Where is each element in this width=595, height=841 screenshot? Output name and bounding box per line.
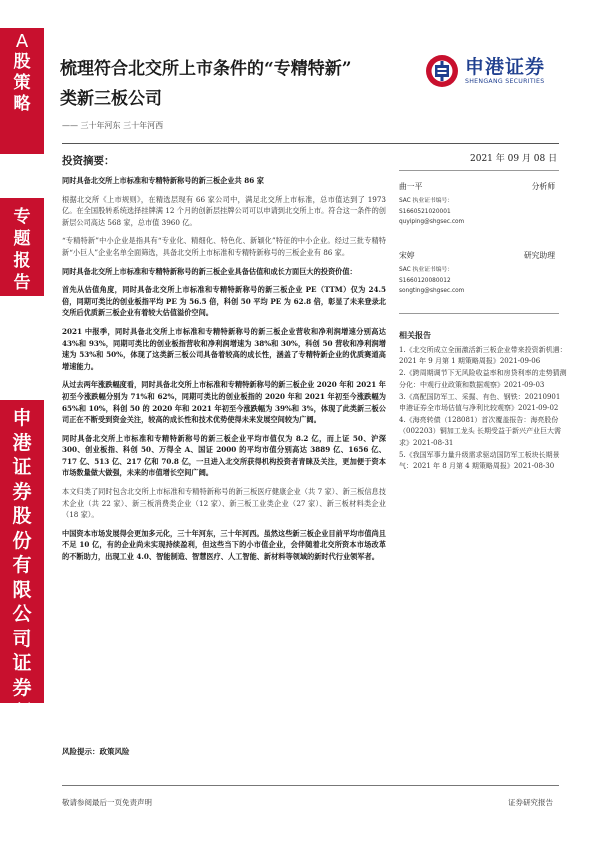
- related-report-link[interactable]: 3.《高配国防军工、采掘、有色、钢铁：20210901 申港证券全市场估值与净利比较观察》2021-09-02: [399, 392, 561, 413]
- paragraph-spacer: [62, 319, 386, 326]
- summary-key-point: 从过去两年涨跌幅度看，同时具备北交所上市标准和专精特新称号的新三板企业 2020 年和 2021 年初至今涨跌幅分别为 71%和 62%，同期可类比的创业板指的 2020 年和 2021 年初至今涨跌幅为 65%和 10%，科创 50 的 2020 年和 2021 年初至今涨跌幅为 39%和 3%，体现了此类新三板公司正在不断受到资金关注，较高的成长性和技术优势使得未来发展空间较为广阔。: [62, 380, 386, 425]
- analyst-cert-label: SAC 执业证书编号：: [399, 267, 454, 273]
- summary-paragraph: 根据北交所《上市规则》，在精选层现有 66 家公司中，满足北交所上市标准，总市值达到了 1973 亿。在全国股转系统选择挂牌满 12 个月的创新层挂牌公司可以申请到北交所上市。符合这一条件的创新层公司高达 568 家，总市值 3960 亿。: [62, 194, 386, 227]
- sidebar-char: 股: [12, 505, 32, 527]
- summary-key-point: 同时具备北交所上市标准和专精特新称号的新三板企业共 86 家: [62, 176, 264, 185]
- summary-key-point: 首先从估值角度，同时具备北交所上市标准和专精特新称号的新三板企业 PE（TTM）仅为 24.5 倍，同期可类比的创业板指平均 PE 为 56.5 倍，科创 50 平均 PE 为 62.8 倍，彰显了未来登录北交所后优质新三板企业有着较大估值溢价空间。: [62, 285, 386, 318]
- sidebar-char: 略: [13, 94, 31, 114]
- analyst-divider-bottom: [399, 313, 559, 314]
- sidebar-category-tag: [0, 28, 44, 154]
- footer-divider: [62, 785, 559, 786]
- sidebar: [0, 0, 44, 841]
- logo-text-en: SHENGANG SECURITIES: [465, 78, 545, 85]
- related-reports-list: [399, 345, 569, 473]
- report-date: 2021 年 09 月 08 日: [470, 154, 558, 164]
- sidebar-char: 申: [12, 407, 32, 429]
- paragraph-spacer: [62, 521, 386, 528]
- paragraph-spacer: [62, 479, 386, 486]
- analyst-cert-label: SAC 执业证书编号：: [399, 198, 454, 204]
- title-subline: —— 三十年河东 三十年河西: [62, 121, 164, 130]
- sidebar-char: 限: [12, 578, 32, 601]
- analyst-name: 宋婷: [399, 251, 415, 260]
- analyst-email[interactable]: songting@shgsec.com: [399, 288, 465, 294]
- sidebar-char: 港: [12, 431, 32, 454]
- footer-disclaimer[interactable]: 敬请参阅最后一页免责声明: [62, 798, 152, 807]
- analyst-name-row: [399, 250, 559, 261]
- summary-key-point: 2021 中报季，同时具备北交所上市标准和专精特新称号的新三板企业营收和净利润增速分别高达 43%和 93%，同期可类比的创业板指营收和净利润增速为 38%和 30%，科创 50 营收和净利润增速为 53%和 50%，体现了这类新三板公司具备着较高的成长性，涵盖了专精特新企业的优质赛道高增速能力。: [62, 326, 386, 371]
- logo-mark-icon: [425, 52, 459, 90]
- logo-text-cn: 申港证券: [465, 56, 546, 78]
- summary-key-point: 同时具备北交所上市标准和专精特新称号的新三板企业平均市值仅为 8.2 亿，而上证 50、沪深 300、创业板指、科创 50、万得全 A、国证 2000 的平均市值分别高达 3889 亿、1656 亿、717 亿、513 亿、217 亿和 70.8 亿，一旦进入北交所获得机构投资者青睐及关注，更加便于资本市场数量做大做强，未来的市值增长空间广阔。: [62, 433, 386, 478]
- sidebar-char: 公: [12, 603, 32, 625]
- sidebar-char: 报: [12, 750, 32, 772]
- sidebar-char: 证: [12, 652, 32, 674]
- sidebar-char: 证: [12, 456, 32, 478]
- paragraph-spacer: [62, 228, 386, 235]
- paragraph-spacer: [62, 187, 386, 194]
- analyst-name: 曲一平: [399, 182, 423, 191]
- sidebar-char: 有: [12, 554, 32, 576]
- header-divider: [62, 143, 559, 144]
- paragraph-spacer: [62, 259, 386, 266]
- analyst-email[interactable]: quyiping@shgsec.com: [399, 219, 465, 225]
- sidebar-char: 司: [12, 627, 32, 650]
- sidebar-char: 究: [12, 725, 32, 748]
- analyst-role: 研究助理: [523, 251, 555, 260]
- analyst-card-2: [399, 250, 559, 297]
- summary-key-point: 中国资本市场发展得会更加多元化，三十年河东，三十年河西。虽然这些新三板企业目前平均市值尚且不足 10 亿，有的企业尚未实现持续盈利，但这些当下的小市值企业，会伴随着北交所资本市场改革的不断助力，出现工业 4.0、智能制造、智慧医疗、人工智能、新材料等领域的新时代行业领军者。: [62, 528, 386, 562]
- sidebar-char: 题: [13, 229, 31, 249]
- sidebar-company-tag: [0, 400, 44, 797]
- related-report-link[interactable]: 5.《我国军事力量升级需求驱动国防军工板块长期景气：2021 年 8 月第 4 期策略周报》2021-08-30: [399, 450, 560, 471]
- paragraph-spacer: [62, 277, 386, 284]
- sidebar-char: 策: [13, 73, 31, 93]
- sidebar-char: 告: [13, 273, 31, 293]
- summary-body: [62, 175, 386, 570]
- sidebar-char: 股: [13, 52, 31, 72]
- summary-key-point: 同时具备北交所上市标准和专精特新称号的新三板企业具备估值和成长方面巨大的投资价值：: [62, 266, 357, 276]
- paragraph-spacer: [62, 372, 386, 379]
- title-line-2: 类新三板公司: [60, 89, 162, 109]
- page-title: [60, 54, 410, 114]
- related-reports-heading: 相关报告: [399, 330, 431, 340]
- analyst-divider-top: [399, 170, 559, 171]
- analyst-cert: S1660521020001: [399, 208, 451, 215]
- sidebar-char: 报: [13, 251, 31, 271]
- sidebar-char: 券: [12, 480, 32, 503]
- paragraph-spacer: [62, 426, 386, 433]
- sidebar-char: A: [15, 31, 29, 52]
- related-report-link[interactable]: 2.《跨周期调节下无风险收益率和房贷利率的走势猜测分化：中观行业政策和数据观察》2021-09-03: [399, 369, 567, 389]
- sidebar-report-type-tag: [0, 198, 44, 296]
- sidebar-char: 券: [12, 676, 32, 699]
- sidebar-char: 专: [13, 207, 31, 227]
- analyst-cert: S1660120080012: [399, 277, 451, 284]
- footer-report-type: 证券研究报告: [508, 798, 553, 807]
- related-report-link[interactable]: 1.《北交所成立全面激活新三板企业带来投资新机遇：2021 年 9 月第 1 期策略周报》2021-09-06: [399, 346, 567, 366]
- analyst-card-1: [399, 181, 559, 228]
- summary-paragraph: “专精特新”中小企业是指具有“专业化、精细化、特色化、新颖化”特征的中小企业。经过三批专精特新“小巨人”企业名单全面筛选，具备北交所上市标准和专精特新称号的三板企业有 86 家。: [62, 236, 386, 257]
- sidebar-char: 告: [12, 774, 32, 797]
- risk-warning: 风险提示：政策风险: [62, 747, 130, 756]
- analyst-role: 分析师: [531, 182, 555, 191]
- related-report-link[interactable]: 4.《海亮转债（128081）首次覆盖报告：海亮股份（002203）铜加工龙头 长期受益于新兴产业巨大需求》2021-08-31: [399, 416, 561, 447]
- analyst-name-row: [399, 181, 559, 192]
- paragraph-spacer: [62, 563, 386, 570]
- sidebar-char: 份: [12, 529, 32, 552]
- sidebar-char: 研: [12, 701, 32, 723]
- company-logo: [425, 50, 565, 92]
- summary-paragraph: 本文归类了同时包含北交所上市标准和专精特新称号的新三板医疗健康企业（共 7 家）、新三板信息技术企业（共 22 家）、新三板消费类企业（12 家）、新三板工业类企业（27 家）、新三板材料类企业（18 家）。: [62, 487, 386, 520]
- summary-heading: 投资摘要：: [62, 155, 115, 167]
- title-line-1: 梳理符合北交所上市条件的“专精特新”: [60, 59, 352, 79]
